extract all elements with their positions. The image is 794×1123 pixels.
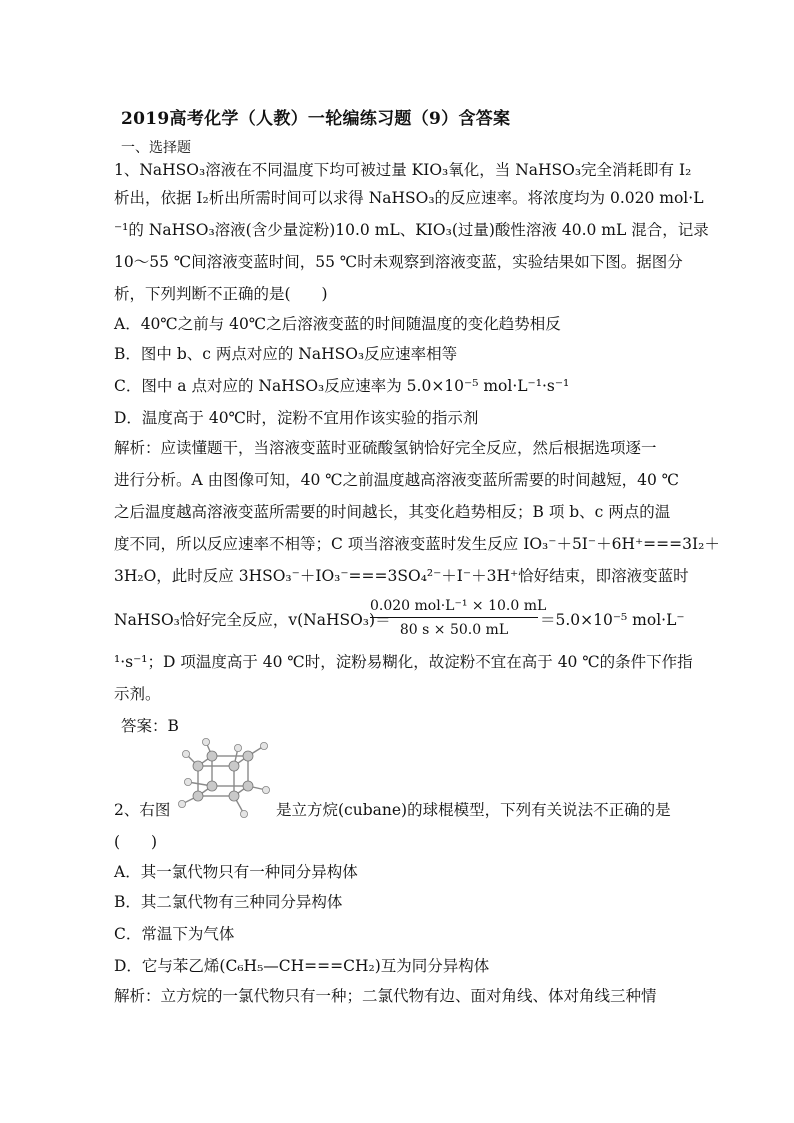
q1-line-2: 析出，依据 I₂析出所需时间可以求得 NaHSO₃的反应速率。将浓度均为 0.020 mol·L xyxy=(114,189,704,207)
q1-explanation-8: 示剂。 xyxy=(114,685,161,703)
q2-explanation-1: 解析：立方烷的一氯代物只有一种；二氯代物有边、面对角线、体对角线三种情 xyxy=(114,987,657,1005)
q2-line-1-suffix: 是立方烷(cubane)的球棍模型，下列有关说法不正确的是 xyxy=(276,801,671,819)
q2-option-a: A．其一氯代物只有一种同分异构体 xyxy=(114,863,358,881)
q2-line-1-prefix: 2、右图 xyxy=(114,801,171,819)
q1-line-3: ⁻¹的 NaHSO₃溶液(含少量淀粉)10.0 mL、KIO₃(过量)酸性溶液 40.0 mL 混合，记录 xyxy=(114,221,709,239)
q1-explanation-6-suffix: ＝5.0×10⁻⁵ mol·L⁻ xyxy=(540,611,685,629)
q1-option-b: B．图中 b、c 两点对应的 NaHSO₃反应速率相等 xyxy=(114,345,458,363)
q2-line-2: ( ) xyxy=(114,833,158,851)
fraction-bar xyxy=(370,617,538,618)
q1-explanation-4: 度不同，所以反应速率不相等；C 项当溶液变蓝时发生反应 IO₃⁻＋5I⁻＋6H⁺===3I₂＋ xyxy=(114,535,720,553)
q1-line-1: 1、NaHSO₃溶液在不同温度下均可被过量 KIO₃氧化，当 NaHSO₃完全消耗即有 I₂ xyxy=(114,161,692,179)
q1-explanation-6-prefix: NaHSO₃恰好完全反应，v(NaHSO₃)＝ xyxy=(114,611,391,629)
q1-explanation-7: ¹·s⁻¹；D 项温度高于 40 ℃时，淀粉易糊化，故淀粉不宜在高于 40 ℃的条件下作指 xyxy=(114,653,693,671)
q2-option-c: C．常温下为气体 xyxy=(114,925,235,943)
rate-fraction xyxy=(370,598,547,638)
q1-option-c: C．图中 a 点对应的 NaHSO₃反应速率为 5.0×10⁻⁵ mol·L⁻¹·s⁻¹ xyxy=(114,377,570,395)
q2-option-d: D．它与苯乙烯(C₆H₅—CH===CH₂)互为同分异构体 xyxy=(114,957,490,975)
q1-explanation-5: 3H₂O，此时反应 3HSO₃⁻＋IO₃⁻===3SO₄²⁻＋I⁻＋3H⁺恰好结束，即溶液变蓝时 xyxy=(114,567,689,585)
q1-option-d: D．温度高于 40℃时，淀粉不宜用作该实验的指示剂 xyxy=(114,409,479,427)
q1-line-4: 10～55 ℃间溶液变蓝时间，55 ℃时未观察到溶液变蓝，实验结果如下图。据图分 xyxy=(114,253,683,271)
cubane-ball-stick-model-icon xyxy=(168,738,276,822)
section-heading: 一、选择题 xyxy=(121,140,191,156)
q2-option-b: B．其二氯代物有三种同分异构体 xyxy=(114,893,343,911)
fraction-numerator: 0.020 mol·L⁻¹ × 10.0 mL xyxy=(370,598,547,614)
q1-explanation-3: 之后温度越高溶液变蓝所需要的时间越长，其变化趋势相反；B 项 b、c 两点的温 xyxy=(114,503,671,521)
q1-line-5: 析，下列判断不正确的是( ) xyxy=(114,285,328,303)
q1-answer: 答案：B xyxy=(121,717,179,735)
fraction-denominator: 80 s × 50.0 mL xyxy=(399,622,509,638)
q1-option-a: A．40℃之前与 40℃之后溶液变蓝的时间随温度的变化趋势相反 xyxy=(114,315,561,333)
q1-explanation-1: 解析：应读懂题干，当溶液变蓝时亚硫酸氢钠恰好完全反应，然后根据选项逐一 xyxy=(114,439,657,457)
q1-explanation-2: 进行分析。A 由图像可知，40 ℃之前温度越高溶液变蓝所需要的时间越短，40 ℃ xyxy=(114,471,680,489)
document-title: 2019高考化学（人教）一轮编练习题（9）含答案 xyxy=(121,109,511,129)
